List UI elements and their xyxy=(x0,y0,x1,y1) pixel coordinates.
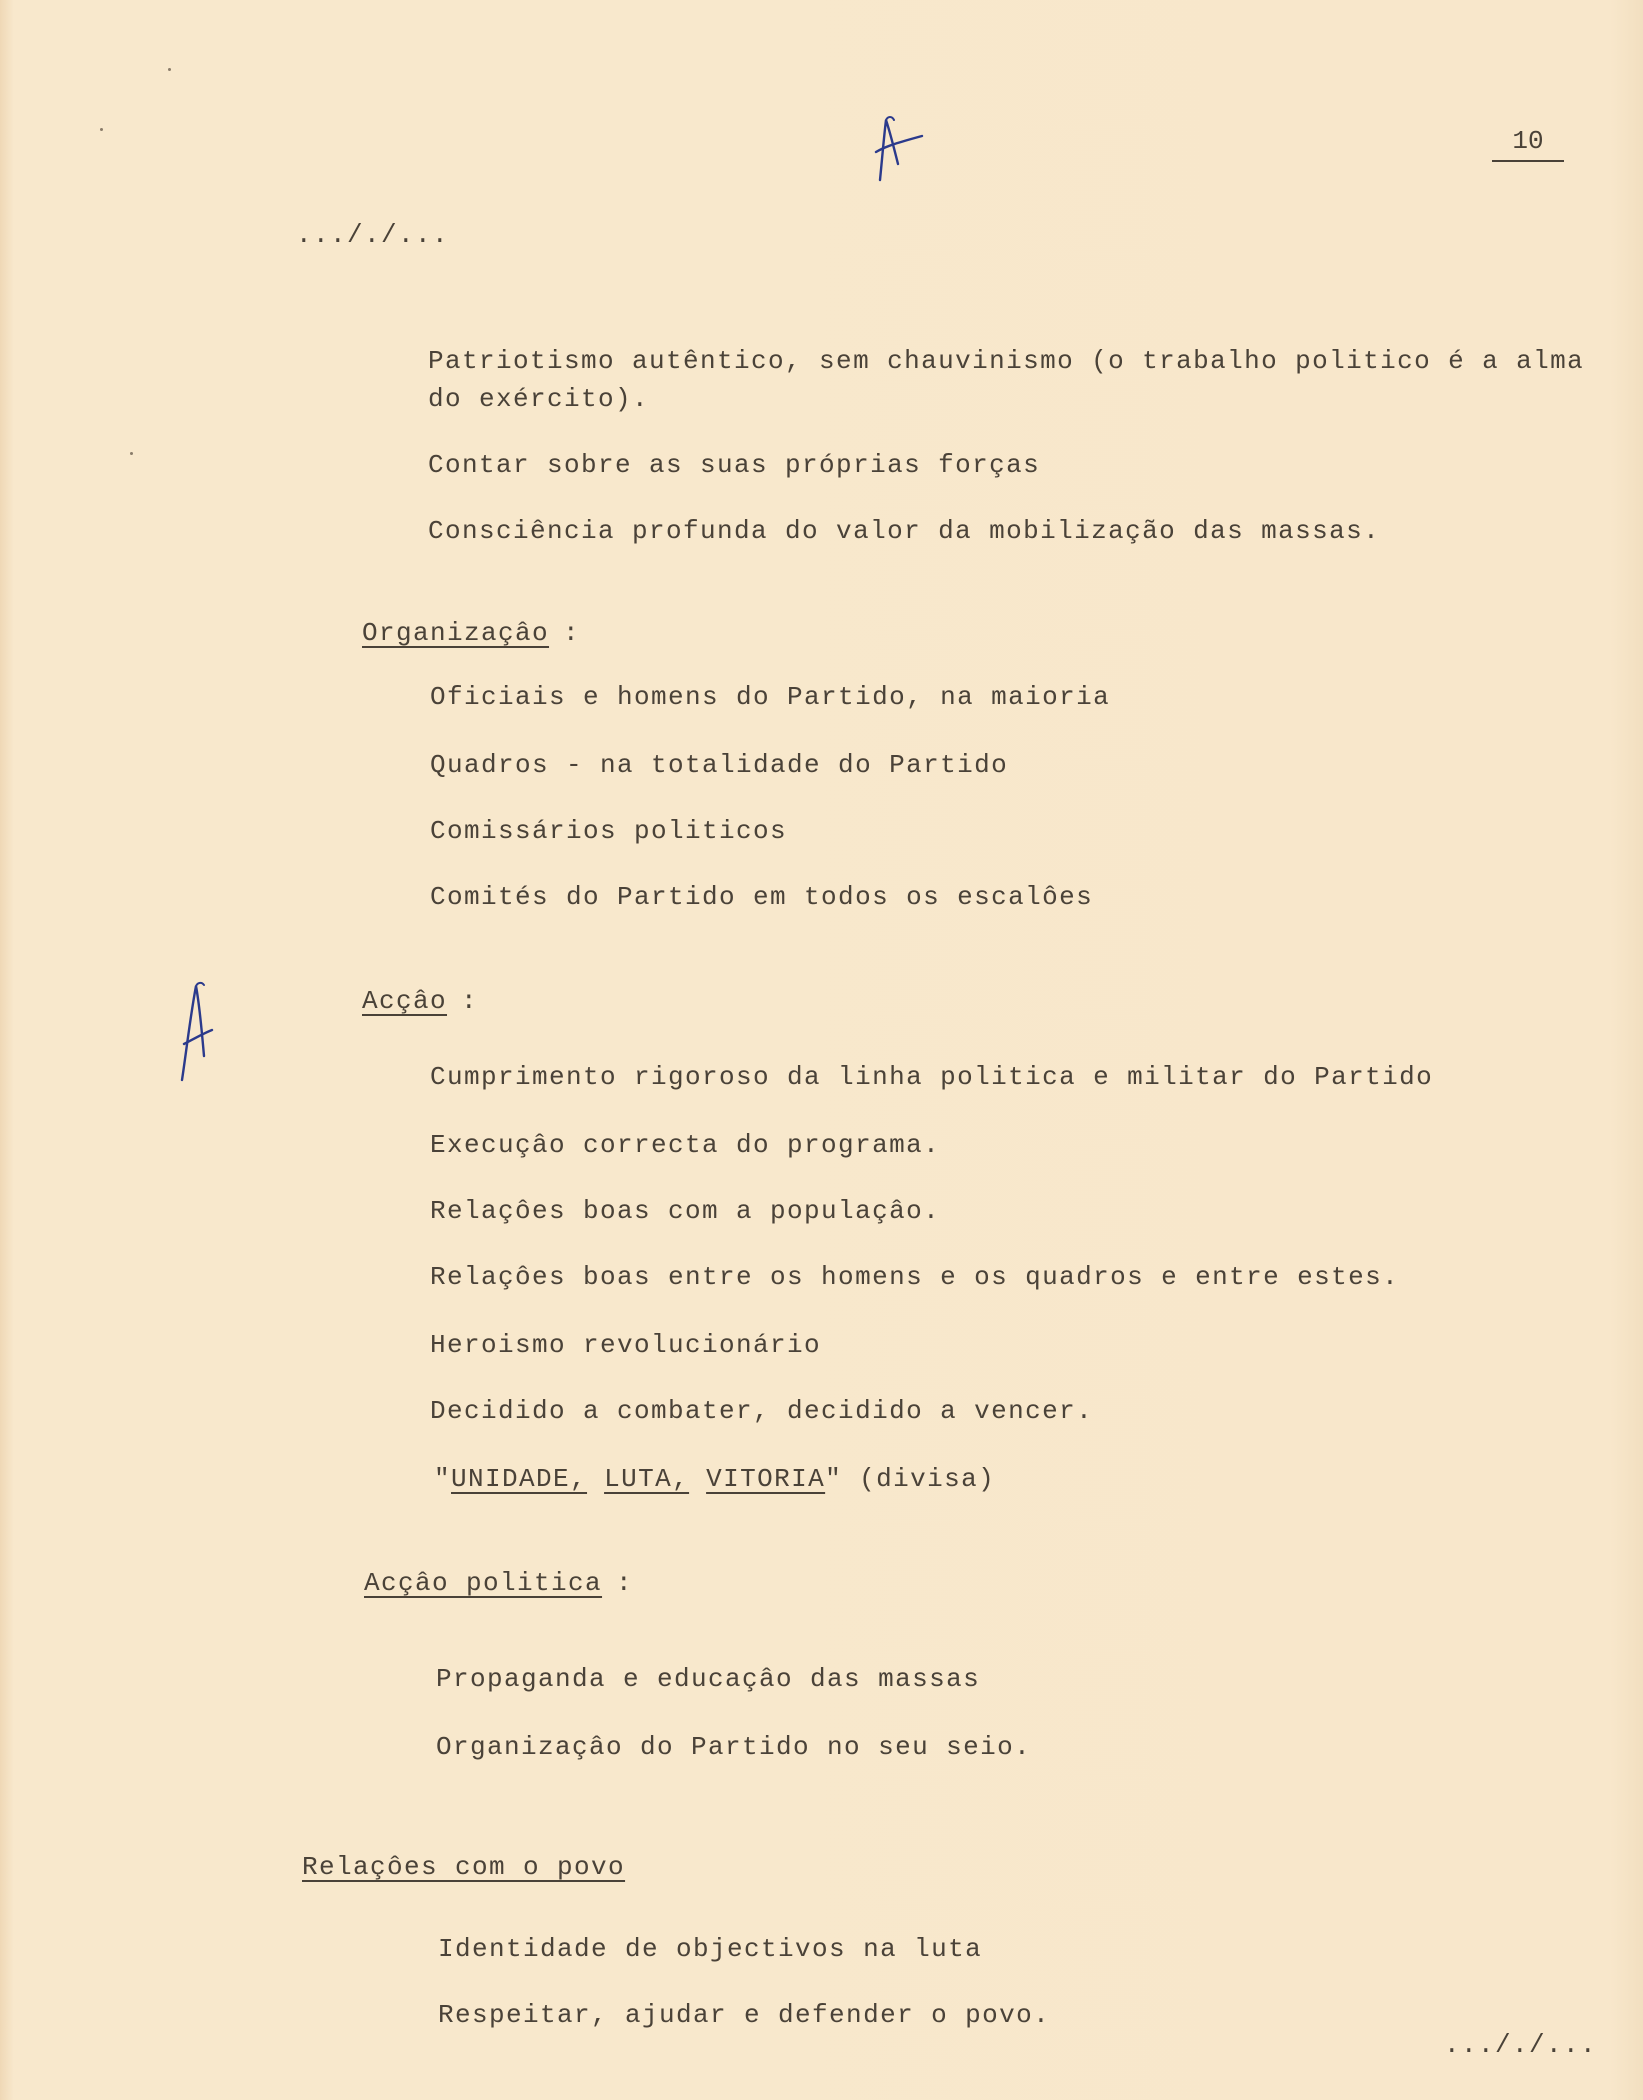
accao-item: Relaçôes boas entre os homens e os quadros e entre estes. xyxy=(430,1262,1400,1292)
heading-text: Acçâo politica xyxy=(364,1568,603,1598)
section-heading-accao-politica xyxy=(364,1568,633,1598)
accao-item: Heroismo revolucionário xyxy=(430,1330,822,1360)
accao-item: Cumprimento rigoroso da linha politica e militar do Partido xyxy=(430,1062,1434,1092)
intro-line-2: do exército). xyxy=(428,384,650,414)
section-heading-relacoes xyxy=(302,1852,625,1882)
section-heading-organizacao xyxy=(362,618,580,648)
heading-colon: : xyxy=(563,618,581,648)
relacoes-item: Respeitar, ajudar e defender o povo. xyxy=(438,2000,1051,2030)
accao-item: Relaçôes boas com a populaçâo. xyxy=(430,1196,941,1226)
motto-line xyxy=(434,1464,995,1494)
motto-open-quote: " xyxy=(434,1464,452,1494)
organizacao-item: Comités do Partido em todos os escalôes xyxy=(430,882,1094,912)
relacoes-item: Identidade de objectivos na luta xyxy=(438,1934,983,1964)
heading-text: Organizaçâo xyxy=(362,618,550,648)
continuation-marker-top: ..././... xyxy=(296,220,450,250)
intro-line-1: Patriotismo autêntico, sem chauvinismo (o trabalho politico é a alma xyxy=(428,346,1585,376)
intro-line-4: Consciência profunda do valor da mobilização das massas. xyxy=(428,516,1381,546)
handwritten-a-mark-top xyxy=(866,112,936,184)
heading-text: Relaçôes com o povo xyxy=(302,1852,626,1882)
paper-speck xyxy=(100,128,103,131)
motto-note: (divisa) xyxy=(859,1464,996,1494)
paper-speck xyxy=(168,68,171,71)
organizacao-item: Oficiais e homens do Partido, na maioria xyxy=(430,682,1111,712)
heading-text: Acçâo xyxy=(362,986,448,1016)
accao-item: Decidido a combater, decidido a vencer. xyxy=(430,1396,1094,1426)
organizacao-item: Comissários politicos xyxy=(430,816,788,846)
intro-line-3: Contar sobre as suas próprias forças xyxy=(428,450,1041,480)
continuation-marker-bottom: ..././... xyxy=(1444,2030,1598,2060)
motto-word-luta: LUTA, xyxy=(604,1464,690,1494)
accao-item: Execuçâo correcta do programa. xyxy=(430,1130,941,1160)
handwritten-a-mark-margin xyxy=(172,978,224,1084)
motto-close-quote: " xyxy=(825,1464,843,1494)
motto-word-unidade: UNIDADE, xyxy=(451,1464,588,1494)
heading-colon: : xyxy=(461,986,479,1016)
paper-speck xyxy=(130,452,133,455)
accao-politica-item: Propaganda e educaçâo das massas xyxy=(436,1664,981,1694)
accao-politica-item: Organizaçâo do Partido no seu seio. xyxy=(436,1732,1032,1762)
organizacao-item: Quadros - na totalidade do Partido xyxy=(430,750,1009,780)
page-number: 10 xyxy=(1492,126,1564,162)
heading-colon: : xyxy=(616,1568,634,1598)
section-heading-accao xyxy=(362,986,478,1016)
motto-word-vitoria: VITORIA xyxy=(706,1464,826,1494)
